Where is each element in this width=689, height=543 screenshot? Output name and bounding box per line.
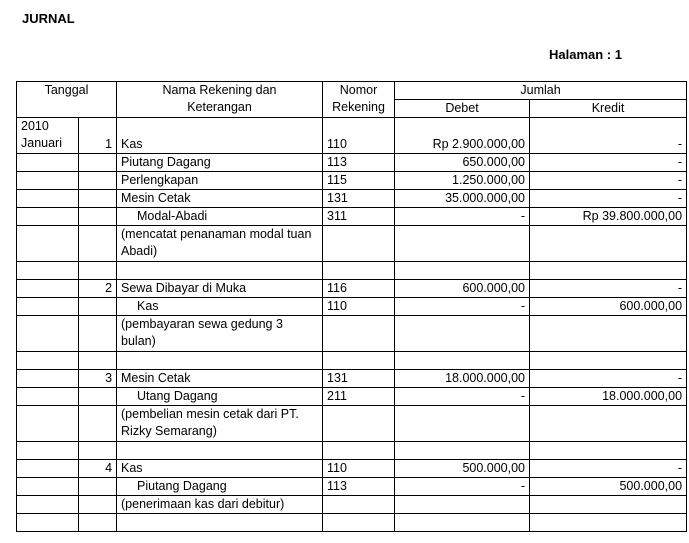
header-nama-line2: Keterangan xyxy=(187,100,252,114)
day-cell: 4 xyxy=(79,460,117,478)
account-number-cell: 311 xyxy=(323,208,395,226)
account-number-cell: 113 xyxy=(323,478,395,496)
debit-cell: - xyxy=(395,388,530,406)
debit-cell: 500.000,00 xyxy=(395,460,530,478)
table-row xyxy=(17,478,687,496)
account-number-cell xyxy=(323,442,395,460)
account-number-cell: 116 xyxy=(323,280,395,298)
day-cell xyxy=(79,442,117,460)
debit-cell xyxy=(395,406,530,442)
header-jumlah: Jumlah xyxy=(395,82,687,100)
date-cell xyxy=(17,208,79,226)
account-number-cell: 131 xyxy=(323,190,395,208)
day-cell: 2 xyxy=(79,280,117,298)
credit-cell xyxy=(530,316,687,352)
account-number-cell: 131 xyxy=(323,370,395,388)
account-name-cell xyxy=(117,514,323,532)
day-cell xyxy=(79,154,117,172)
date-cell xyxy=(17,514,79,532)
table-row xyxy=(17,442,687,460)
account-name-cell: Utang Dagang xyxy=(117,388,323,406)
account-number-cell: 110 xyxy=(323,298,395,316)
debit-cell: 18.000.000,00 xyxy=(395,370,530,388)
credit-cell: - xyxy=(530,172,687,190)
credit-cell: - xyxy=(530,280,687,298)
day-cell xyxy=(79,298,117,316)
account-number-cell: 113 xyxy=(323,154,395,172)
date-cell xyxy=(17,226,79,262)
table-row xyxy=(17,280,687,298)
table-row xyxy=(17,460,687,478)
table-row xyxy=(17,226,687,262)
table-row xyxy=(17,118,687,154)
header-debet: Debet xyxy=(395,100,530,118)
date-cell xyxy=(17,262,79,280)
credit-cell xyxy=(530,352,687,370)
debit-cell: 35.000.000,00 xyxy=(395,190,530,208)
account-number-cell xyxy=(323,352,395,370)
date-cell xyxy=(17,478,79,496)
account-number-cell: 211 xyxy=(323,388,395,406)
credit-cell xyxy=(530,406,687,442)
account-name-cell: Kas xyxy=(117,118,323,154)
account-number-cell: 110 xyxy=(323,460,395,478)
table-row xyxy=(17,172,687,190)
debit-cell: Rp 2.900.000,00 xyxy=(395,118,530,154)
day-cell xyxy=(79,478,117,496)
table-row xyxy=(17,406,687,442)
debit-cell xyxy=(395,442,530,460)
account-name-cell: (pembayaran sewa gedung 3 bulan) xyxy=(117,316,323,352)
date-cell xyxy=(17,118,79,154)
journal-table xyxy=(16,81,687,532)
day-cell xyxy=(79,316,117,352)
account-name-cell xyxy=(117,352,323,370)
day-cell xyxy=(79,514,117,532)
table-row xyxy=(17,388,687,406)
credit-cell xyxy=(530,496,687,514)
debit-cell: 650.000,00 xyxy=(395,154,530,172)
account-name-cell: (penerimaan kas dari debitur) xyxy=(117,496,323,514)
table-row xyxy=(17,514,687,532)
account-name-cell: Mesin Cetak xyxy=(117,370,323,388)
credit-cell xyxy=(530,442,687,460)
debit-cell: - xyxy=(395,208,530,226)
day-cell xyxy=(79,172,117,190)
account-number-cell xyxy=(323,316,395,352)
header-tanggal: Tanggal xyxy=(17,82,117,118)
day-cell xyxy=(79,352,117,370)
debit-cell xyxy=(395,226,530,262)
account-name-cell: Piutang Dagang xyxy=(117,154,323,172)
day-cell: 1 xyxy=(79,118,117,154)
account-name-cell: Sewa Dibayar di Muka xyxy=(117,280,323,298)
debit-cell xyxy=(395,262,530,280)
account-name-cell: (pembelian mesin cetak dari PT. Rizky Semarang) xyxy=(117,406,323,442)
day-cell xyxy=(79,208,117,226)
table-row xyxy=(17,352,687,370)
date-cell xyxy=(17,496,79,514)
account-name-cell: Kas xyxy=(117,460,323,478)
date-cell xyxy=(17,460,79,478)
credit-cell: - xyxy=(530,460,687,478)
day-cell xyxy=(79,226,117,262)
account-name-cell: Piutang Dagang xyxy=(117,478,323,496)
debit-cell xyxy=(395,316,530,352)
credit-cell xyxy=(530,262,687,280)
account-number-cell xyxy=(323,406,395,442)
journal-title: JURNAL xyxy=(22,11,75,26)
date-cell xyxy=(17,388,79,406)
journal-body xyxy=(17,118,687,532)
debit-cell xyxy=(395,514,530,532)
header-nomor-rekening xyxy=(323,82,395,118)
credit-cell: 500.000,00 xyxy=(530,478,687,496)
account-name-cell: Modal-Abadi xyxy=(117,208,323,226)
account-name-cell: Kas xyxy=(117,298,323,316)
header-nama-rekening xyxy=(117,82,323,118)
account-number-cell: 115 xyxy=(323,172,395,190)
credit-cell: 18.000.000,00 xyxy=(530,388,687,406)
date-cell xyxy=(17,280,79,298)
header-nomor-line2: Rekening xyxy=(332,100,385,114)
account-number-cell: 110 xyxy=(323,118,395,154)
date-cell xyxy=(17,154,79,172)
day-cell xyxy=(79,262,117,280)
account-name-cell: Perlengkapan xyxy=(117,172,323,190)
account-name-cell: Mesin Cetak xyxy=(117,190,323,208)
table-row xyxy=(17,298,687,316)
credit-cell: Rp 39.800.000,00 xyxy=(530,208,687,226)
debit-cell xyxy=(395,352,530,370)
day-cell: 3 xyxy=(79,370,117,388)
header-nomor-line1: Nomor xyxy=(339,83,378,97)
table-row xyxy=(17,190,687,208)
date-cell xyxy=(17,406,79,442)
date-cell xyxy=(17,172,79,190)
page-number: Halaman : 1 xyxy=(549,47,622,62)
account-name-cell xyxy=(117,262,323,280)
debit-cell: 1.250.000,00 xyxy=(395,172,530,190)
credit-cell: - xyxy=(530,370,687,388)
date-cell xyxy=(17,298,79,316)
year-label: 2010 xyxy=(21,119,49,133)
month-label: Januari xyxy=(21,136,62,150)
day-cell xyxy=(79,496,117,514)
credit-cell xyxy=(530,514,687,532)
table-row xyxy=(17,316,687,352)
header-nama-line1: Nama Rekening dan xyxy=(162,83,277,97)
debit-cell: - xyxy=(395,298,530,316)
day-cell xyxy=(79,406,117,442)
table-row xyxy=(17,496,687,514)
account-number-cell xyxy=(323,496,395,514)
credit-cell: - xyxy=(530,190,687,208)
table-row xyxy=(17,208,687,226)
date-cell xyxy=(17,190,79,208)
day-cell xyxy=(79,190,117,208)
date-cell xyxy=(17,370,79,388)
account-name-cell: (mencatat penanaman modal tuan Abadi) xyxy=(117,226,323,262)
account-name-cell xyxy=(117,442,323,460)
table-row xyxy=(17,154,687,172)
account-number-cell xyxy=(323,226,395,262)
account-number-cell xyxy=(323,514,395,532)
credit-cell: - xyxy=(530,118,687,154)
date-cell xyxy=(17,352,79,370)
credit-cell xyxy=(530,226,687,262)
table-row xyxy=(17,370,687,388)
day-cell xyxy=(79,388,117,406)
credit-cell: 600.000,00 xyxy=(530,298,687,316)
debit-cell xyxy=(395,496,530,514)
date-cell xyxy=(17,316,79,352)
debit-cell: - xyxy=(395,478,530,496)
table-row xyxy=(17,262,687,280)
date-cell xyxy=(17,442,79,460)
header-kredit: Kredit xyxy=(530,100,687,118)
credit-cell: - xyxy=(530,154,687,172)
account-number-cell xyxy=(323,262,395,280)
debit-cell: 600.000,00 xyxy=(395,280,530,298)
